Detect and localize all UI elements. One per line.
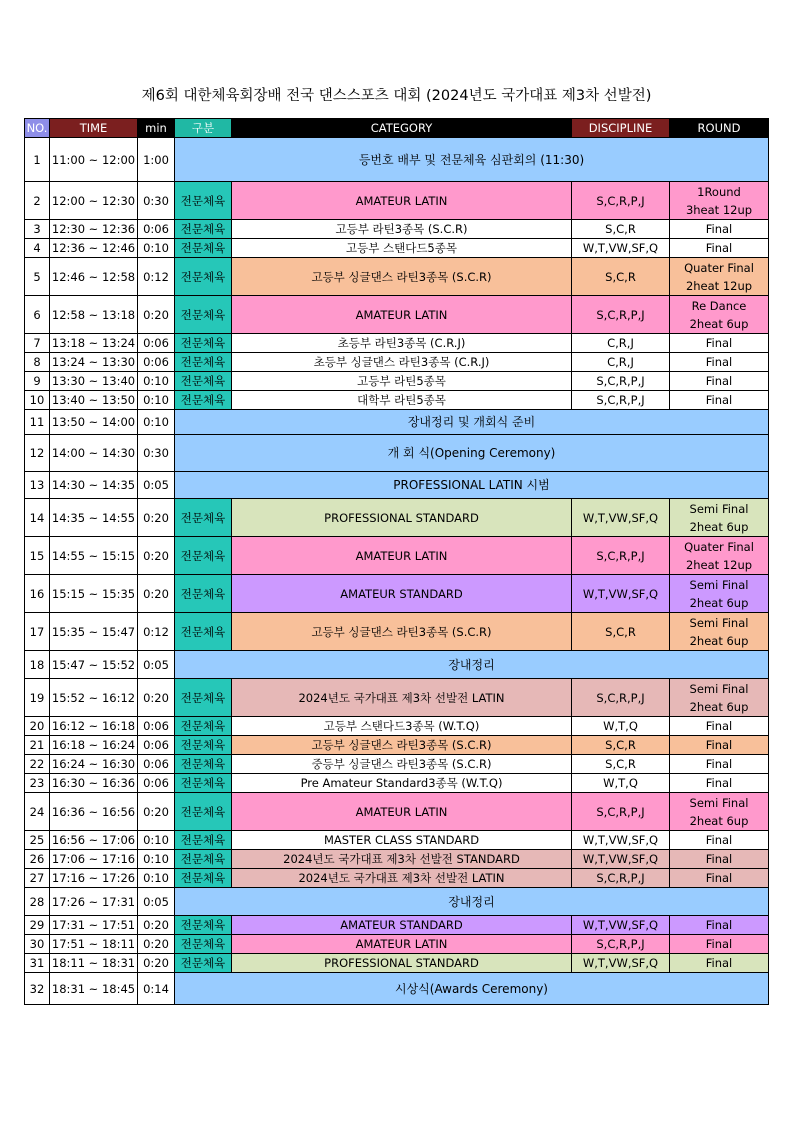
row-round [670,372,769,391]
row-time: 12:46 ~ 12:58 [50,258,138,296]
row-time: 15:15 ~ 15:35 [50,575,138,613]
row-category: 대학부 라틴5종목 [232,391,572,410]
row-time: 16:18 ~ 16:24 [50,736,138,755]
row-category: 고등부 라틴3종목 (S.C.R) [232,220,572,239]
row-time: 13:30 ~ 13:40 [50,372,138,391]
table-row [25,182,769,220]
row-category: MASTER CLASS STANDARD [232,831,572,850]
row-min: 0:12 [138,613,175,651]
header-discipline: DISCIPLINE [572,119,670,138]
row-round [670,499,769,537]
row-no: 18 [25,651,50,679]
row-discipline: W,T,VW,SF,Q [572,575,670,613]
table-row [25,258,769,296]
round-line: 2heat 6up [689,813,749,828]
row-discipline: C,R,J [572,353,670,372]
row-no: 8 [25,353,50,372]
row-category: 고등부 싱글댄스 라틴3종목 (S.C.R) [232,613,572,651]
row-discipline: S,C,R [572,613,670,651]
table-row [25,954,769,973]
row-round [670,613,769,651]
row-round [670,717,769,736]
row-time: 16:24 ~ 16:30 [50,755,138,774]
round-line: Semi Final [689,795,749,810]
row-round [670,258,769,296]
row-gubun: 전문체육 [175,499,232,537]
row-no: 14 [25,499,50,537]
row-round [670,954,769,973]
row-gubun: 전문체육 [175,353,232,372]
row-min: 0:06 [138,334,175,353]
row-category: AMATEUR LATIN [232,182,572,220]
row-min: 0:20 [138,793,175,831]
row-category: AMATEUR STANDARD [232,575,572,613]
row-no: 6 [25,296,50,334]
row-gubun: 전문체육 [175,831,232,850]
row-min: 0:10 [138,239,175,258]
row-time: 16:30 ~ 16:36 [50,774,138,793]
row-min: 1:00 [138,138,175,182]
table-row [25,239,769,258]
row-round [670,537,769,575]
row-min: 0:10 [138,391,175,410]
row-no: 32 [25,973,50,1005]
round-line: Final [705,738,733,752]
row-min: 0:20 [138,954,175,973]
row-time: 17:16 ~ 17:26 [50,869,138,888]
row-round [670,774,769,793]
table-row [25,353,769,372]
row-round [670,793,769,831]
table-row [25,499,769,537]
row-discipline: W,T,VW,SF,Q [572,499,670,537]
row-time: 14:35 ~ 14:55 [50,499,138,537]
row-no: 16 [25,575,50,613]
round-line: Final [705,871,733,885]
row-event: 장내정리 [175,888,769,916]
table-row [25,537,769,575]
table-row [25,391,769,410]
row-round [670,850,769,869]
page-title: 제6회 대한체육회장배 전국 댄스스포츠 대회 (2024년도 국가대표 제3차 선발전) [141,88,652,104]
round-line: Re Dance [691,298,747,313]
row-no: 2 [25,182,50,220]
round-line: Final [705,852,733,866]
row-time: 12:58 ~ 13:18 [50,296,138,334]
table-row [25,869,769,888]
row-min: 0:06 [138,755,175,774]
row-event: 등번호 배부 및 전문체육 심판회의 (11:30) [175,138,769,182]
row-round [670,296,769,334]
row-category: AMATEUR LATIN [232,537,572,575]
table-row [25,138,769,182]
row-min: 0:20 [138,537,175,575]
row-discipline: S,C,R,P,J [572,391,670,410]
round-line: 2heat 6up [689,316,749,331]
row-gubun: 전문체육 [175,736,232,755]
round-line: Final [705,393,733,407]
row-no: 24 [25,793,50,831]
row-round [670,391,769,410]
row-discipline: W,T,Q [572,717,670,736]
row-category: PROFESSIONAL STANDARD [232,499,572,537]
row-round [670,679,769,717]
row-time: 13:24 ~ 13:30 [50,353,138,372]
row-min: 0:06 [138,736,175,755]
table-row [25,296,769,334]
table-row [25,717,769,736]
schedule-table [24,118,769,1005]
row-gubun: 전문체육 [175,575,232,613]
row-time: 17:31 ~ 17:51 [50,916,138,935]
row-discipline: W,T,VW,SF,Q [572,239,670,258]
row-min: 0:10 [138,410,175,435]
row-gubun: 전문체육 [175,537,232,575]
header-gubun: 구분 [175,119,232,138]
row-min: 0:20 [138,296,175,334]
row-no: 28 [25,888,50,916]
row-no: 12 [25,435,50,472]
row-event: 개 회 식(Opening Ceremony) [175,435,769,472]
header-row [25,119,769,138]
row-no: 30 [25,935,50,954]
row-min: 0:10 [138,372,175,391]
table-row [25,679,769,717]
row-gubun: 전문체육 [175,774,232,793]
round-line: 2heat 6up [689,633,749,648]
table-row [25,613,769,651]
round-line: 3heat 12up [685,202,753,217]
round-line: 2heat 6up [689,699,749,714]
round-line: Final [705,222,733,236]
row-min: 0:20 [138,575,175,613]
row-no: 13 [25,472,50,499]
row-min: 0:10 [138,850,175,869]
row-min: 0:30 [138,435,175,472]
row-time: 14:30 ~ 14:35 [50,472,138,499]
table-row [25,793,769,831]
row-round [670,220,769,239]
row-round [670,755,769,774]
row-gubun: 전문체육 [175,391,232,410]
round-line: Final [705,956,733,970]
row-gubun: 전문체육 [175,220,232,239]
round-line: Semi Final [689,501,749,516]
row-no: 1 [25,138,50,182]
row-min: 0:05 [138,651,175,679]
row-discipline: S,C,R [572,755,670,774]
row-time: 18:11 ~ 18:31 [50,954,138,973]
row-gubun: 전문체육 [175,239,232,258]
row-gubun: 전문체육 [175,334,232,353]
row-time: 18:31 ~ 18:45 [50,973,138,1005]
row-gubun: 전문체육 [175,850,232,869]
row-min: 0:20 [138,916,175,935]
round-line: Final [705,757,733,771]
schedule-body [25,138,769,1005]
round-line: Final [705,918,733,932]
row-gubun: 전문체육 [175,793,232,831]
row-discipline: S,C,R,P,J [572,793,670,831]
row-discipline: S,C,R [572,220,670,239]
row-category: 2024년도 국가대표 제3차 선발전 LATIN [232,679,572,717]
row-gubun: 전문체육 [175,258,232,296]
row-category: 초등부 라틴3종목 (C.R.J) [232,334,572,353]
header-min: min [138,119,175,138]
row-category: AMATEUR LATIN [232,935,572,954]
row-event: 장내정리 및 개회식 준비 [175,410,769,435]
row-time: 12:00 ~ 12:30 [50,182,138,220]
round-line: 2heat 6up [689,519,749,534]
row-no: 21 [25,736,50,755]
row-time: 13:40 ~ 13:50 [50,391,138,410]
row-category: 고등부 라틴5종목 [232,372,572,391]
row-time: 11:00 ~ 12:00 [50,138,138,182]
row-round [670,736,769,755]
row-category: 고등부 싱글댄스 라틴3종목 (S.C.R) [232,258,572,296]
table-row [25,916,769,935]
row-category: 고등부 싱글댄스 라틴3종목 (S.C.R) [232,736,572,755]
row-category: 2024년도 국가대표 제3차 선발전 STANDARD [232,850,572,869]
row-discipline: S,C,R,P,J [572,182,670,220]
row-category: AMATEUR LATIN [232,296,572,334]
row-no: 7 [25,334,50,353]
row-no: 15 [25,537,50,575]
row-no: 3 [25,220,50,239]
row-gubun: 전문체육 [175,869,232,888]
row-no: 19 [25,679,50,717]
row-min: 0:30 [138,182,175,220]
row-gubun: 전문체육 [175,372,232,391]
round-line: 2heat 12up [685,557,753,572]
row-min: 0:06 [138,774,175,793]
row-no: 26 [25,850,50,869]
round-line: 2heat 12up [685,278,753,293]
table-row [25,372,769,391]
table-row [25,220,769,239]
row-discipline: S,C,R,P,J [572,372,670,391]
row-event: 시상식(Awards Ceremony) [175,973,769,1005]
table-row [25,334,769,353]
row-min: 0:20 [138,499,175,537]
row-no: 4 [25,239,50,258]
row-category: Pre Amateur Standard3종목 (W.T.Q) [232,774,572,793]
row-category: 초등부 싱글댄스 라틴3종목 (C.R.J) [232,353,572,372]
row-time: 14:00 ~ 14:30 [50,435,138,472]
table-row [25,575,769,613]
row-min: 0:06 [138,353,175,372]
table-row [25,973,769,1005]
round-line: Final [705,336,733,350]
row-round [670,353,769,372]
row-category: AMATEUR STANDARD [232,916,572,935]
row-gubun: 전문체육 [175,182,232,220]
row-time: 13:18 ~ 13:24 [50,334,138,353]
row-gubun: 전문체육 [175,679,232,717]
row-round [670,869,769,888]
row-no: 25 [25,831,50,850]
row-discipline: S,C,R,P,J [572,537,670,575]
row-event: 장내정리 [175,651,769,679]
row-category: PROFESSIONAL STANDARD [232,954,572,973]
row-min: 0:10 [138,831,175,850]
row-discipline: S,C,R [572,258,670,296]
table-row [25,935,769,954]
row-no: 23 [25,774,50,793]
round-line: Final [705,776,733,790]
row-category: 고등부 스탠다드5종목 [232,239,572,258]
row-time: 15:47 ~ 15:52 [50,651,138,679]
row-discipline: S,C,R,P,J [572,935,670,954]
row-no: 9 [25,372,50,391]
row-gubun: 전문체육 [175,935,232,954]
row-discipline: W,T,VW,SF,Q [572,916,670,935]
row-round [670,575,769,613]
row-no: 27 [25,869,50,888]
round-line: Final [705,374,733,388]
round-line: Final [705,833,733,847]
table-row [25,831,769,850]
row-time: 13:50 ~ 14:00 [50,410,138,435]
row-time: 15:35 ~ 15:47 [50,613,138,651]
row-time: 12:30 ~ 12:36 [50,220,138,239]
row-no: 17 [25,613,50,651]
row-no: 5 [25,258,50,296]
row-discipline: S,C,R,P,J [572,679,670,717]
row-time: 16:56 ~ 17:06 [50,831,138,850]
row-time: 16:36 ~ 16:56 [50,793,138,831]
row-round [670,916,769,935]
table-row [25,736,769,755]
row-time: 15:52 ~ 16:12 [50,679,138,717]
table-row [25,755,769,774]
header-no: NO. [25,119,50,138]
row-category: 중등부 싱글댄스 라틴3종목 (S.C.R) [232,755,572,774]
table-row [25,651,769,679]
round-line: 1Round [697,184,741,199]
row-discipline: S,C,R,P,J [572,869,670,888]
table-row [25,850,769,869]
header-time: TIME [50,119,138,138]
round-line: Final [705,937,733,951]
round-line: Semi Final [689,681,749,696]
table-row [25,472,769,499]
header-round: ROUND [670,119,769,138]
row-discipline: S,C,R,P,J [572,296,670,334]
row-time: 16:12 ~ 16:18 [50,717,138,736]
row-min: 0:06 [138,717,175,736]
row-no: 10 [25,391,50,410]
round-line: Quater Final [684,539,754,554]
row-min: 0:05 [138,888,175,916]
row-category: 고등부 스탠다드3종목 (W.T.Q) [232,717,572,736]
row-gubun: 전문체육 [175,613,232,651]
row-time: 14:55 ~ 15:15 [50,537,138,575]
row-gubun: 전문체육 [175,916,232,935]
row-gubun: 전문체육 [175,717,232,736]
row-time: 17:26 ~ 17:31 [50,888,138,916]
round-line: Semi Final [689,615,749,630]
row-min: 0:05 [138,472,175,499]
row-discipline: C,R,J [572,334,670,353]
row-event: PROFESSIONAL LATIN 시범 [175,472,769,499]
row-discipline: W,T,VW,SF,Q [572,831,670,850]
row-category: 2024년도 국가대표 제3차 선발전 LATIN [232,869,572,888]
table-row [25,435,769,472]
table-row [25,888,769,916]
row-min: 0:12 [138,258,175,296]
row-gubun: 전문체육 [175,296,232,334]
row-min: 0:06 [138,220,175,239]
row-no: 11 [25,410,50,435]
row-no: 31 [25,954,50,973]
row-gubun: 전문체육 [175,954,232,973]
row-time: 17:51 ~ 18:11 [50,935,138,954]
row-category: AMATEUR LATIN [232,793,572,831]
round-line: Final [705,355,733,369]
row-time: 17:06 ~ 17:16 [50,850,138,869]
row-no: 22 [25,755,50,774]
row-round [670,239,769,258]
row-round [670,182,769,220]
round-line: Semi Final [689,577,749,592]
round-line: Final [705,719,733,733]
row-no: 29 [25,916,50,935]
round-line: Final [705,241,733,255]
row-min: 0:20 [138,679,175,717]
table-row [25,410,769,435]
row-discipline: W,T,VW,SF,Q [572,850,670,869]
row-discipline: W,T,Q [572,774,670,793]
row-round [670,831,769,850]
header-category: CATEGORY [232,119,572,138]
table-row [25,774,769,793]
row-gubun: 전문체육 [175,755,232,774]
row-no: 20 [25,717,50,736]
row-round [670,935,769,954]
row-min: 0:14 [138,973,175,1005]
row-discipline: S,C,R [572,736,670,755]
round-line: Quater Final [684,260,754,275]
row-min: 0:10 [138,869,175,888]
row-discipline: W,T,VW,SF,Q [572,954,670,973]
round-line: 2heat 6up [689,595,749,610]
row-time: 12:36 ~ 12:46 [50,239,138,258]
row-round [670,334,769,353]
row-min: 0:20 [138,935,175,954]
